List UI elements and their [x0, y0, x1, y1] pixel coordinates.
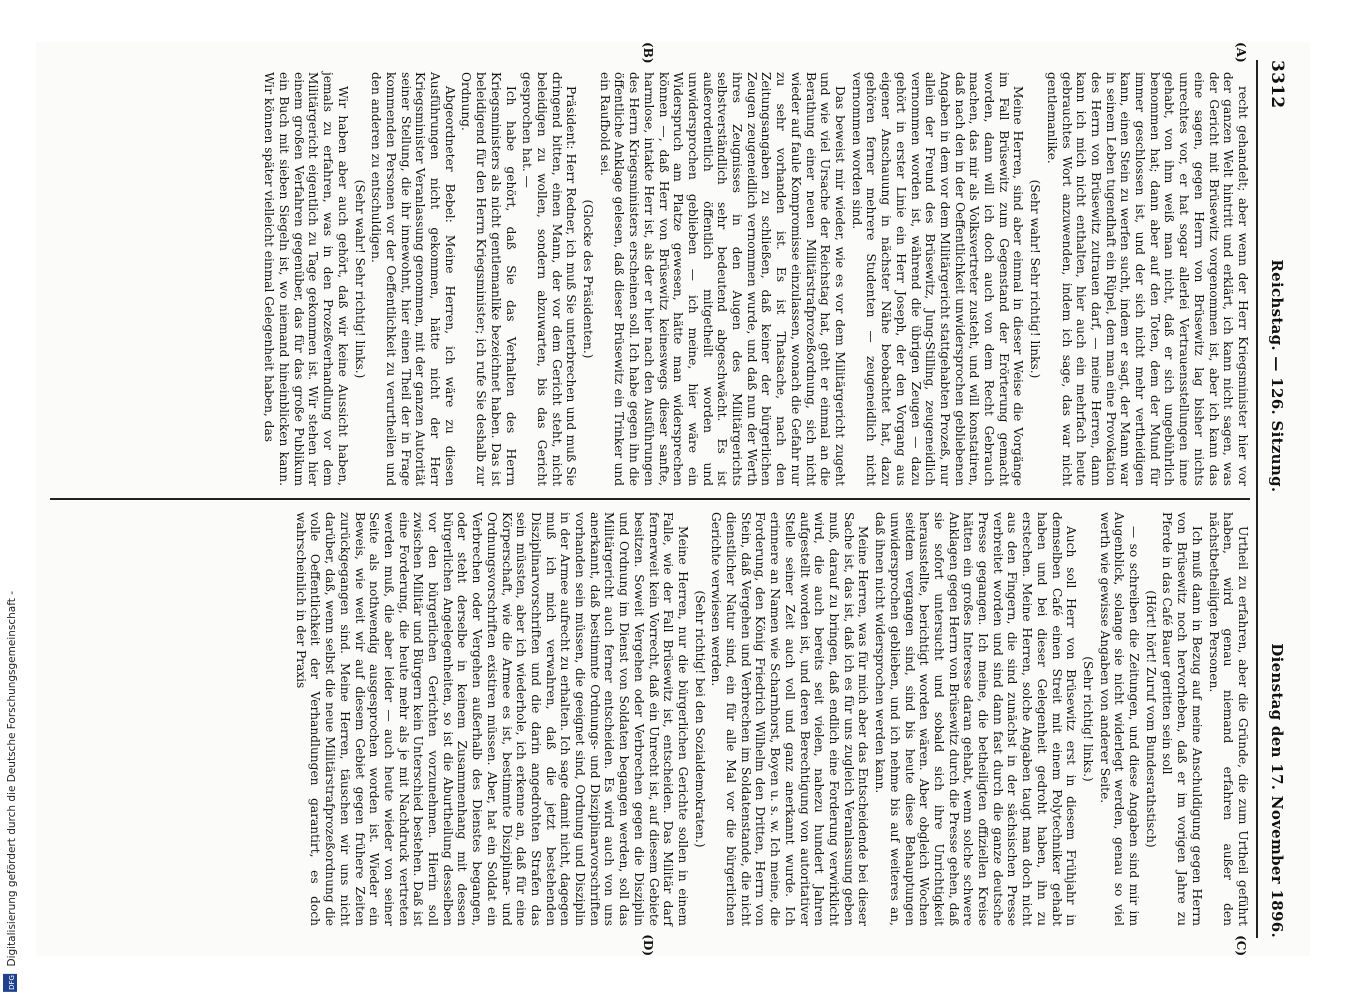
right-column — [50, 500, 1250, 938]
interjection: (Sehr richtig! bei den Sozialdemokraten.) — [692, 590, 707, 848]
page-content — [36, 42, 1310, 956]
interjection: (Sehr wahr! Sehr richtig! links.) — [352, 179, 367, 379]
text-columns — [50, 42, 1250, 956]
margin-marker-c: (C) — [1234, 935, 1248, 956]
dfg-logo: DFG — [3, 974, 17, 992]
page-number: 3312 — [1267, 60, 1287, 109]
paragraph: Urtheil zu erfahren, aber die Gründe, die zum Urtheil geführt haben, wird genau niemand erfahren außer den nächstbetheiligten Personen. — [1206, 512, 1250, 926]
interjection: (Glocke des Präsidenten.) — [581, 199, 596, 359]
scanned-page — [36, 42, 1310, 956]
margin-marker-b: (B) — [641, 42, 655, 64]
paragraph: Ich muß dann in Bezug auf meine Anschuldigung gegen Herrn von Brüsewitz noch hervorheben, daß er im vorigen Jahre zu Pferde in das Café Bauer geritten sein soll — [1160, 512, 1204, 926]
paragraph: Abgeordneter Bebel: Meine Herren, ich wäre zu diesen Ausführungen nicht gekommen, hätte nicht der Herr Kriegsminister Veranlassung genommen, mit der ganzen Autorität seiner Stellung, die ihr innewohnt, hier einen Theil der in Frage kommenden Personen vor der Oeffentlichkeit zu verurtheilen und den anderen zu entschuldigen. — [369, 72, 457, 486]
paragraph: Das beweist mir wieder, wie es vor dem Militärgericht zugeht und wie viel Ursache der Reichstag hat, geht er einmal an die Berathung einer neuen Militärstrafprozeßordnung, sich nicht wieder auf faule Kompromisse einzulassen, wonach die Gefahr nur zu sehr vorhanden ist. Es ist Thatsache, nach den Zeitungsangaben zu schließen, daß keiner der bürgerlichen Zeugen zeugeneidlich vernommen wurde, und daß nun der Werth ihres Zeugnisses in den Augen des Militärgerichts selbstverständlich sehr bedeutend abgeschwächt. Es ist außerordentlich öffentlich mitgetheilt worden und unwidersprochen geblieben — ich meine, hier wäre ein Widerspruch am Platze gewesen, hätte man widersprechen können —, daß Herr von Brüsewitz keineswegs dieser sanfte, harmlose, intakte Herr ist, als der er hier nach den Ausführungen des Herrn Kriegsministers erscheinen soll. Ich habe gegen ihn die öffentliche Anklage gelesen, daß dieser Brüsewitz ein Trinker und ein Raufbold sei. — [597, 72, 848, 486]
paragraph: Ich habe gehört, daß Sie das Verhalten des Herrn Kriegsministers als nicht gentlemanlike bezeichnet haben. Das ist beleidigend für den Herrn Kriegsminister; ich rufe Sie deshalb zur Ordnung. — [459, 72, 518, 486]
paragraph: Wir haben aber auch gehört, daß wir keine Aussicht haben, jemals zu erfahren, was in den Prozeßverhandlung vor dem Militärgericht eigentlich zu Tage gekommen ist. Wir stehen hier einem großen Verfahren gegenüber, das für das große Publikum ein Buch mit sieben Siegeln ist, wo niemand hineinblicken kann. Wir können später vielleicht einmal Gelegenheit haben, das — [262, 72, 350, 486]
interjection: (Sehr wahr! Sehr richtig! links.) — [1028, 179, 1043, 379]
credit-caption: Digitalisierung gefördert durch die Deutsche Forschungsgemeinschaft - — [6, 591, 18, 967]
header-session: Reichstag. — 126. Sitzung. — [1268, 259, 1286, 493]
margin-marker-d: (D) — [641, 934, 655, 956]
interjection: (Hört! hört! Zuruf vom Bundesrathstisch) — [1143, 590, 1158, 848]
paragraph: Meine Herren, was für mich aber das Entscheidende bei dieser Sache ist, das ist, daß ich es für uns zugleich Veranlassung geben muß, darauf zu bringen, daß endlich eine Forderung verwirklicht wird, die auch bereits seit vielen, nahezu hundert Jahren aufgestellt worden ist, und deren Berechtigung von autoritativer Stelle seiner Zeit auch voll und ganz anerkannt wurde. Ich erinnere an Namen wie Scharnhorst, Boyen u. s. w. Ich meine, die Forderung, den König Friedrich Wilhelm den Dritten, Herrn von Stein, daß Vergehen und Verbrechen im Soldatenstande, die nicht dienstlicher Natur sind, ein für alle Mal vor die bürgerlichen Gerichte verwiesen werden. — [709, 512, 871, 926]
interjection: (Sehr richtig! links.) — [1080, 656, 1095, 782]
credit-strip — [0, 0, 22, 1000]
page-header — [1256, 60, 1296, 938]
margin-marker-a: (A) — [1234, 42, 1248, 63]
left-column — [50, 60, 1250, 498]
paragraph: Meine Herren, sind aber einmal in dieser Weise die Vorgänge im Fall Brüsewitz zum Gegenstand der Erörterung gemacht worden, dann will ich doch auch von dem Recht Gebrauch machen, das mir als Volksvertreter zusteht, und will konstatiren, daß nach den in der Oeffentlichkeit unwidersprochen gebliebenen Angaben in dem vor dem Militärgericht stattgehabten Prozeß, nur allein der Freund des Brüsewitz, Jung-Stilling, zeugeneidlich vernommen worden ist, während die übrigen Zeugen — dazu gehört in erster Linie ein Herr Joseph, der den Vorgang aus eigener Anschauung in nächster Nähe beobachtet hat, dazu gehören ferner mehrere Studenten — zeugeneidlich nicht vernommen worden sind. — [849, 72, 1026, 486]
paragraph: Auch soll Herr von Brüsewitz erst in diesem Frühjahr in demselben Café einen Streit mit einem Polytechniker gehabt haben und bei dieser Gelegenheit gedroht haben, ihn zu erstechen. Meine Herren, solche Angaben taugt man doch nicht aus den Fingern, die sind zunächst in der sächsischen Presse verbreitet worden und sind dann fast durch die ganze deutsche Presse gegangen. Ich meine, die betheiligten offiziellen Kreise hätten ein großes Interesse daran gehabt, wenn solche schwere Anklagen gegen Herrn von Brüsewitz durch die Presse gehen, daß sie sofort untersucht und sobald sich ihre Unrichtigkeit herausstellte, berichtigt worden wären. Aber obgleich Wochen seitdem vergangen sind, sind bis heute diese Behauptungen unwidersprochen geblieben, und ich nehme bis auf weiteres an, daß ihnen nicht widersprochen werden kann. — [873, 512, 1079, 926]
paragraph: Meine Herren, nur die bürgerlichen Gerichte sollen in einem Falle, wie der Fall Brüsewitz ist, entscheiden. Das Militär darf fernerweit kein Vorrecht, daß ein Unrecht ist, auf diesem Gebiete besitzen. Soweit Vergehen oder Verbrechen gegen die Disziplin und Ordnung im Dienst von Soldaten begangen werden, soll das Militärgericht auch ferner entscheiden. Es wird auch von uns anerkannt, daß bestimmte Ordnungs- und Disziplinarvorschriften vorhanden sein müssen, die geeignet sind, Ordnung und Disziplin in der Armee aufrecht zu erhalten. Ich sage damit nicht, dagegen muß ich mich verwahren, daß die jetzt bestehenden Disziplinarvorschriften und die darin angedrohten Strafen das sein müssten, aber ich wiederhole, ich erkenne an, daß für eine Körperschaft, wie die Armee es ist, bestimmte Disziplinar- und Ordnungsvorschriften existiren müssen. Aber, hat ein Soldat ein Verbrechen oder Vergehen außerhalb des Dienstes begangen, oder steht derselbe in keinem Zusammenhang mit dessen bürgerlichen Angelegenheiten, so ist die Aburtheilung desselben vor den bürgerlichen Gerichten vorzunehmen. Hierin soll zwischen Militär und Bürgern kein Unterschied bestehen. Daß ist eine Forderung, die heute mehr als je mit Nachdruck vertreten werden muß, die aber leider — auch heute wieder von seiner Seite als nothwendig ausgesprochen worden ist. Wieder ein Beweis, wie weit wir auf diesem Gebiet gegen frühere Zeiten zurückgegangen sind. Meine Herren, täuschen wir uns nicht darüber, daß, wenn selbst die neue Militärstrafprozeßordnung die volle Oeffentlichkeit der Verhandlungen garantirt, es doch wahrscheinlich in der Praxis — [293, 512, 690, 926]
paragraph: Präsident: Herr Redner, ich muß Sie unterbrechen und muß Sie dringend bitten, einen Mann, der vor dem Gericht steht, nicht beleidigen zu wollen, sondern abzuwarten, bis das Gericht gesprochen hat. — — [520, 72, 579, 486]
paragraph: recht gehandelt; aber wenn der Herr Kriegsminister hier vor der ganzen Welt hintritt und erklärt, ich kann nicht sagen, was der Gericht mit Brüsewitz vorgenommen ist, aber ich kann das eine sagen, gegen Herrn von Brüsewitz lag bisher nichts unrechtes vor, er hat sogar allerlei Vertrauensstellungen inne gehabt, von ihm weiß man nicht, daß er sich ungebührlich benommen hat; dann aber auf den Toten, dem der Mund für immer geschlossen ist, und der sich nicht mehr vertheidigen kann, einen Stein zu werfen sucht, indem er sagt, der Mann war in seinem Leben tugendhaft ein Rüpel, dem man eine Provokation des Herrn von Brüsewitz zutrauen darf, — meine Herren, dann kann ich mich nicht enthalten, hier auch ein mehrfach heute gebrauchtes Wort anzuwenden, indem ich sage, das war nicht gentlemanlike. — [1044, 72, 1250, 486]
header-date: Dienstag den 17. November 1896. — [1268, 643, 1286, 938]
credit-text — [3, 591, 19, 992]
paragraph: — so schreiben die Zeitungen, und diese Angaben sind mir im Augenblick, solange sie nicht widerlegt werden, genau so viel werth wie gewisse Angaben von anderer Seite. — [1097, 512, 1142, 926]
